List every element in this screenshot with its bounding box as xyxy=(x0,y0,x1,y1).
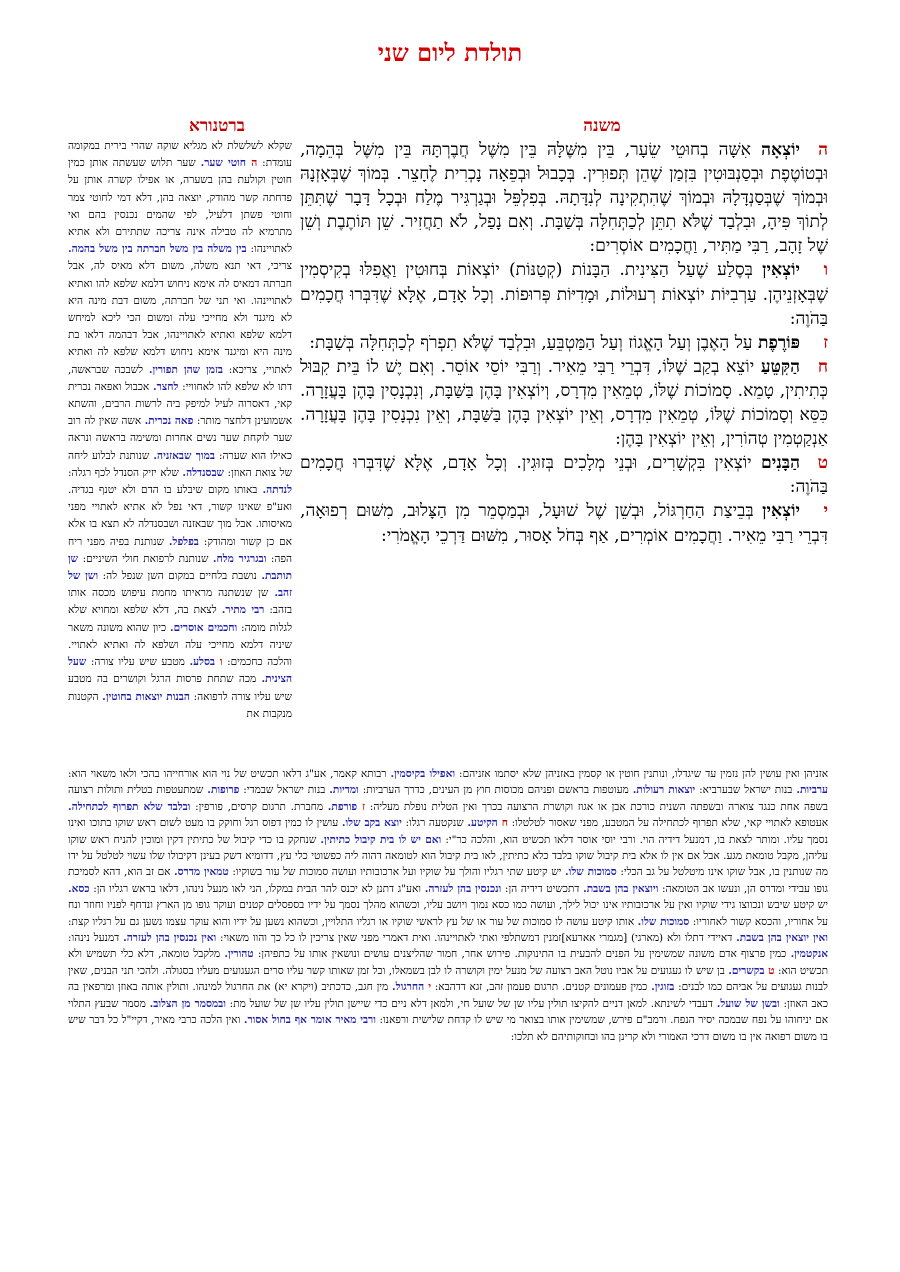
commentary-text: שנותנת לבלוע ליחה של צואת האוזן: xyxy=(68,449,293,479)
dibur-hamatchil: בין משלה בין משל חברתה בין משל בהמה. xyxy=(68,243,247,256)
dibur-hamatchil: ורבי מאיר אומר אף בחול אסור. xyxy=(243,1014,376,1027)
dibur-hamatchil: שן תותבת. xyxy=(68,552,292,583)
dibur-hamatchil: ובמסמר מן הצלוב. xyxy=(149,997,226,1010)
dibur-hamatchil: פורפת. xyxy=(327,800,358,813)
mishnah-body: בְּסֶלַע שֶׁעַל הַצִּינִית. הַבָּנוֹת (קְטַנּוֹת) יוֹצְאוֹת בְּחוּטִין וַאֲפִלּוּ בְקִיסְמִין שֶׁבְּאָזְנֵיהֶן. עַרְבִיּוֹת יוֹצְאוֹת רְעוּלוֹת, וּמָדִיּוֹת פְּרוּפוֹת. וְכָל אָדָם, אֶלָּא שֶׁדִּבְּרוּ חֲכָמִים בַּהֹוֶה: xyxy=(300,260,828,329)
mishnah-first-word: הַבָּנִים xyxy=(760,453,800,474)
mishnah-first-word: יוֹצְאִין xyxy=(762,260,800,281)
commentary-text: ואע"ג דתנן לא יכנס להר הבית במקלו, הני לאו מנעל נינהו, דלאו בראש רגליו הן: xyxy=(89,882,425,895)
page-title: תולדת ליום שני xyxy=(377,38,523,67)
commentary-text: מעוטפות בראשם ופניהם מכוסות חוץ מן העינים, כדרך הערביות: xyxy=(358,784,633,797)
mishnah-paragraph xyxy=(300,331,828,355)
dibur-hamatchil: פאה נכרית. xyxy=(144,415,194,428)
dibur-hamatchil: ובלבד שלא תפרוף לכתחילה. xyxy=(68,800,191,813)
commentary-text: דמנעל נינהו: xyxy=(68,932,124,945)
commentary-text: צריכי, דאי תנא משלה, משום דלא מאיס לה, אבל חברתה דמאיס לה אימא ניחוש דלמא שלפא להו ואתיא לאתויינהו. ואי תני של חברתה, משום דבת מינה היא לא מיגנד ולא מחייכי עלה ומשום הכי ליכא למיחש דלמא שלפא ואתיא לאתויינהו, אבל דבהמה דלאו בת מינה היא ומיגנד אימא ניחוש דלמא שלפא לה ואתיא לאתויי, צריכא: xyxy=(68,260,292,376)
bartenura-paragraph xyxy=(68,766,828,1045)
dibur-hamatchil: ושן של זהב. xyxy=(68,570,292,600)
dibur-hamatchil: ומדיות. xyxy=(329,784,359,797)
bartenura-bottom-text xyxy=(68,766,828,1045)
dibur-hamatchil: סמוכות שלו. xyxy=(637,915,690,928)
dibur-hamatchil: ואפילו בקיסמין. xyxy=(390,768,456,780)
mishnah-marker: ו xyxy=(214,656,223,669)
mishnah-body: בְּבֵיצַת הַחַרְגּוֹל, וּבְשֵׁן שֶׁל שׁוּעָל, וּבְמַסְמֵר מִן הַצָּלוּב, מִשּׁוּם רְפוּאָה, דִּבְרֵי רַבִּי מֵאִיר. וַחֲכָמִים אוֹמְרִים, אַף בְּחֹל אָסוּר, מִשּׁוּם דַּרְכֵי הָאֱמֹרִי: xyxy=(300,501,828,546)
mishnah-paragraph xyxy=(300,451,828,499)
mishnah-first-word: הַקִּטֵּעַ xyxy=(760,356,801,377)
commentary-text: שלא יזיק הסנדל לכף רגלה: xyxy=(68,466,183,479)
mishnah-first-word: יוֹצְאִין xyxy=(762,501,800,522)
commentary-text: שן שנשתנה מראיתו מחמת עיפוש מכסה אותו בזהב: xyxy=(68,587,293,617)
commentary-text: כמין פרצוף אדם משונה שמשימין על הפנים להבעית בו התינוקות. פירוש אחר, חמור שהליצנים עושים ונושאין אותו על כתפיהן: xyxy=(253,948,791,961)
mishnah-paragraph xyxy=(300,355,828,451)
mishnah-marker: ה xyxy=(245,157,258,170)
commentary-text: שנותנת לרפואת חולי השיניים: xyxy=(78,552,213,565)
commentary-text: מסמר שבעץ התלוי אם יניחוהו על נפח שבמכה יסיר הנפח. ורמב"ם פירש, שמשימין אותו בצואר מי שיש לו קדחת שלישית ורפאנו: xyxy=(68,997,828,1027)
commentary-text: נושבת בלחיים במקום השן שנפל לה: xyxy=(98,570,262,583)
commentary-text: יש קיטע שתי רגליו והולך על שוקיו ועל ארכובותיו ועושה סמוכות של עור בשוקיו: xyxy=(228,866,565,879)
dibur-hamatchil: ואין נכנסין בהן לעזרה. xyxy=(123,932,217,945)
mishnah-marker: ט xyxy=(764,964,775,977)
commentary-text: שנקטעה רגלו: xyxy=(401,817,468,830)
mishnah-body: יוֹצְאִין בִּקְשָׁרִים, וּבְנֵי מְלָכִים בְּזוּגִין. וְכָל אָדָם, אֶלָּא שֶׁדִּבְּרוּ חֲכָמִים בַּהֹוֶה: xyxy=(300,453,828,498)
dibur-hamatchil: בזוגין. xyxy=(651,981,675,994)
dibur-hamatchil: ויוצאין בהן בשבת. xyxy=(583,882,659,895)
dibur-hamatchil: ובגרגיר מלח. xyxy=(212,552,267,565)
commentary-text: אם זב הוא, דהא לסמיכת גופו עבידי ומדרס הן, ונעשו אב הטומאה: xyxy=(68,866,829,895)
commentary-text: מלקבל טומאה, דלא כלי תשמיש ולא תכשיט הוא: xyxy=(68,948,828,977)
commentary-text: אעטופא לאתויי קאי, שלא תפרוף לכתחילה על המטבע, מפני שאסור לטלטלו: xyxy=(507,817,829,830)
commentary-text: כיון שהוא משונה משאר שיניה דלמא מחייכי עלה ושלפא לה ואתיא לאתויי. והלכה כחכמים: xyxy=(68,621,292,669)
commentary-text: מטבע שיש עליו צורה: xyxy=(86,656,190,669)
dibur-hamatchil: לנדתה. xyxy=(262,484,292,497)
commentary-text: שקלא לשלשלת לא מגליא שוקה שהרי בירית במקומה עומדת: xyxy=(68,140,292,170)
mishnah-number: ח xyxy=(817,356,829,377)
dibur-hamatchil: שעל הצינית. xyxy=(68,656,292,686)
commentary-text: לצאת בה, דלא שלפא ומחויא שלא לגלות מומה: xyxy=(68,604,292,634)
dibur-hamatchil: טהורין. xyxy=(224,948,254,961)
dibur-hamatchil: בקשרים. xyxy=(728,964,765,977)
dibur-hamatchil: בפלפל. xyxy=(168,535,199,548)
bartenura-paragraph xyxy=(68,138,292,723)
commentary-text: שמתעטפות בטלית ותולות רצועה בשפה אחת כנגד צוארה ובשפתה השנית כורכת אבן או אגוז וקושרת הרצועה בכרך ואין הטלית נופלת מעליה: xyxy=(68,784,828,813)
dibur-hamatchil: הקיטע. xyxy=(467,817,498,830)
commentary-text: לשבכה שבראשה, דתו לא שלפא להו לאחוויי: xyxy=(68,363,293,393)
mishnah-marker: ח xyxy=(497,817,508,830)
dibur-hamatchil: טמאין מדרס. xyxy=(174,866,229,879)
mishnah-paragraph xyxy=(300,499,828,547)
commentary-text: כמין פעמונים קטנים. תרגום פעמון זהב, זגא דדהבא: xyxy=(430,981,652,994)
commentary-text: מין חגב, כדכתיב (ויקרא יא) את החרגול למינהו. ותולין אותה באוזן ומרפאין בה כאב האוזן: xyxy=(68,981,828,1010)
commentary-text: אכבול ואפאה נכרית קאי, דאסרוה לעיל למיפק ביה לרשות הרבים, והשתא אשמועינן דלחצר מותר: xyxy=(68,380,292,428)
dibur-hamatchil: בזמן שהן תפורין. xyxy=(148,363,223,376)
mishnah-paragraph xyxy=(300,138,828,258)
dibur-hamatchil: החרגול. xyxy=(392,981,425,994)
mishnah-number: ה xyxy=(818,140,828,160)
commentary-text: דתכשיט דידיה הן: xyxy=(501,882,584,895)
dibur-hamatchil: אנקטמין. xyxy=(790,948,828,961)
dibur-hamatchil: בסלע. xyxy=(189,656,215,669)
commentary-text: בנות ישראל שבמדי: xyxy=(239,784,330,797)
dibur-hamatchil: שבסנדלה. xyxy=(182,466,224,479)
mishnah-number: ז xyxy=(823,332,828,353)
commentary-text: באותו מקום שיבלע בו הדם ולא יטנף בגדיה. ואע"פ שאינו קשור, דאי נפל לא אתיא לאתויי מפני מאיסותו. אבל מוך שבאזנה ושבסנדלה לא תצא בו אלא אם כן קשור ומהודק: xyxy=(68,484,292,548)
mishnah-body: עַל הָאֶבֶן וְעַל הָאֱגוֹז וְעַל הַמַּטְבֵּעַ, וּבִלְבַד שֶׁלֹּא תִפְרֹף לְכַתְּחִלָּה בְּשַׁבָּת: xyxy=(309,332,753,353)
commentary-text: שנחקק בו כדי קיבול של כתיתין דקין ומוכין להניח ראש שוקו עליהן, מקבל טומאת מגע. אבל אם אין לו אלא בית קיבול שוקו בלבד כלא כתיתין, לאו בית קיבול הוא לטומאה דהוה ליה כפשוטי כלי עץ, דדומיא דשק בעינן דקיבולו שלו עשוי לטלטל על ידו מה שנותנין בו, אבל שוקו אינו מיטלטל על גב הכלי: xyxy=(68,833,828,879)
mishnah-marker: י xyxy=(424,981,431,994)
commentary-text: מכה שתחת פרסות הרגל וקושרים בה מטבע שיש עליו צורה לרפואה: xyxy=(68,673,292,703)
dibur-hamatchil: הבנות יוצאות בחוטין. xyxy=(102,690,190,703)
bartenura-column-label: ברטנורא xyxy=(189,116,245,136)
dibur-hamatchil: חוטי שער. xyxy=(200,157,246,170)
commentary-text: אותו קיטע עושה לו סמוכות של עור או של עץ לראשי שוקיו או רגליו התלויין, וכשהוא נשען על ידיו והוא עוקר עצמו נשען גם על רגליו קצת: xyxy=(68,915,638,928)
dibur-hamatchil: יוצאות רעולות. xyxy=(632,784,696,797)
commentary-text: בנות ישראל שבערביא: xyxy=(695,784,797,797)
mishnah-first-word: פּוֹרֶפֶת xyxy=(757,332,800,353)
mishnah-body: יוֹצֵא בְקַב שֶׁלּוֹ, דִּבְרֵי רַבִּי מֵאִיר. וְרַבִּי יוֹסֵי אוֹסֵר. וְאִם יֶשׁ לוֹ בֵּית קִבּוּל כְּתִיתִין, טָמֵא. סָמוֹכוֹת שֶׁלּוֹ, טְמֵאִין מִדְרָס, וְיוֹצְאִין בָּהֶן בַּשַּׁבָּת, וְנִכְנָסִין בָּהֶן בָּעֲזָרָה. כִּסֵּא וְסָמוֹכוֹת שֶׁלּוֹ, טְמֵאִין מִדְרָס, וְאֵין יוֹצְאִין בָּהֶן בַּשַּׁבָּת, וְאֵין נִכְנָסִין בָּהֶן בָּעֲזָרָה. אַנְקַטְמִין טְהוֹרִין, וְאֵין יוֹצְאִין בָּהֶן: xyxy=(300,356,828,450)
dibur-hamatchil: סמוכות שלו. xyxy=(565,866,617,879)
commentary-text: עושין לו כמין דפוס רגל וחוקק בו מעט לשום ראש שוקו בתוכו ואינו נסמך עליו. ומותר לצאת בו, דמנעל דידיה הוי. ורבי יוסי אוסר דלאו תכשיט הוא, והלכה כר"י: xyxy=(68,817,828,846)
commentary-text: אזניהן ואין עושין להן נזמין עד שיגדלו, ונותנין חוטין או קסמין באזניהן שלא יסתמו אזניהם: xyxy=(455,768,828,780)
commentary-text: דאיידי דתלו ולא (מארגי) [מגמרי אארעא]זמנין דמשתלפי ואתי לאתויינהו. ואית דאמרי מפני שאין צריכין לו כל כך והוו משאוי: xyxy=(216,932,737,945)
commentary-text: דעבדי לשינתא. למאן דניים להקיצו תולין עליו שן של שועל חי, ולמאן דלא ניים כדי שיישן תולין עליו שן של שועל מת: xyxy=(225,997,717,1010)
dibur-hamatchil: ובשן של שועל. xyxy=(716,997,780,1010)
dibur-hamatchil: במוך שבאזניה. xyxy=(153,449,215,462)
dibur-hamatchil: כסא. xyxy=(68,882,90,895)
dibur-hamatchil: יוצא בקב שלו. xyxy=(341,817,402,830)
mishnah-number: י xyxy=(823,501,828,522)
mishnah-number: ט xyxy=(817,453,828,474)
dibur-hamatchil: לחצר. xyxy=(152,380,179,393)
commentary-text: הקטנות מנקבות את xyxy=(68,690,292,720)
mishnah-text xyxy=(300,138,828,548)
dibur-hamatchil: ואין יוצאין בהן בשבת. xyxy=(736,932,828,945)
mishnah-column-label: משנה xyxy=(583,116,621,136)
commentary-text: יש קיטע שיבש ונכווצו גידי שוקיו ואין על ארכובותיו אינו יכול לילך, ועושה כמו כסא נמוך ויושב עליו, וכשהוא מהלך נסמך על ידיו בספסלים קטנים ועוקר גופו מן הארץ ונדחף לפניו וחוזר ונח על אחוריו, והכסא קשור לאחוריו: xyxy=(68,899,828,928)
dibur-hamatchil: ונכנסין בהן לעזרה. xyxy=(424,882,502,895)
mishnah-first-word: יוֹצְאָה xyxy=(761,140,800,160)
bartenura-side-text xyxy=(68,138,292,723)
mishnah-marker: ז xyxy=(357,800,366,813)
dibur-hamatchil: ואם יש לו בית קיבול כתיתין. xyxy=(320,833,442,846)
commentary-text: ואין הלכה כרבי מאיר, דקיי"ל כל דבר שיש בו משום רפואה אין בו משום דרכי האמורי ולא קרינן בהו ובחוקותיהם לא תלכו: xyxy=(68,1014,828,1043)
mishnah-paragraph xyxy=(300,258,828,330)
commentary-text: בן שיש לו געגועים על אביו נוטל האב רצועה של מנעל ימין וקושרה לו לבן בשמאלו, וכל זמן שאותו קשר עליו סרים הגעגועים מעליו בסגולה. ולהכי תני הבנים, שאין לבנות געגועים על אביהם כמו לבנים: xyxy=(68,964,828,994)
mishnah-number: ו xyxy=(823,260,828,281)
dibur-hamatchil: רבי מתיר. xyxy=(221,604,265,617)
commentary-text: רבותא קאמר, אע"ג דלאו תכשיט של נוי הוא אורחייהו בהכי ולאו משאוי הוא: xyxy=(68,768,391,780)
commentary-text: שנותנת בפיה מפני ריח הפה: xyxy=(68,535,292,565)
commentary-text: מחברת. תרגום קרסים, פורפין: xyxy=(190,800,328,813)
mishnah-body: אִשָּׁה בְחוּטֵי שֵׂעָר, בֵּין מִשֶּׁלָּהּ בֵּין מִשֶּׁל חֲבֶרְתָּהּ בֵּין מִשֶּׁל בְּהֵמָה, וּבְטוֹטֶפֶת וּבְסַנְבּוּטִין בִּזְמַן שֶׁהֵן תְּפוּרִין. בְּכָבוּל וּבְפֵאָה נָכְרִית לֶחָצֵר. בְּמוֹךְ שֶׁבְּאָזְנָהּ וּבְמוֹךְ שֶׁבְּסַנְדָּלָהּ וּבְמוֹךְ שֶׁהִתְקִינָה לְנִדָּתָהּ. בְּפִלְפֵּל וּבְגַרְגִּיר מֶלַח וּבְכָל דָּבָר שֶׁתִּתֵּן לְתוֹךְ פִּיהָ, וּבִלְבַד שֶׁלֹּא תִתֵּן לְכַתְּחִלָּה בְּשַׁבָּת. וְאִם נָפַל, לֹא תַחֲזִיר. שֵׁן תּוֹתֶבֶת וְשֵׁן שֶׁל זָהָב, רַבִּי מַתִּיר, וַחֲכָמִים אוֹסְרִים: xyxy=(300,140,828,257)
commentary-text: שער תלוש שעשתה אותן כמין חוטין וקולעת בהן בשערה, או אפילו קשרה אותן על פדחתה קשר מהודק, יוצאה בהן, דלא דמי לחוטי צמר וחוטי פשתן דלעיל, לפי שהמים נכנסין בהם ואי מתרמיא לה טבילה אינה צריכה שתתירם ולא אתיא לאתויינהו: xyxy=(68,157,293,256)
dibur-hamatchil: ערביות. xyxy=(796,784,828,797)
dibur-hamatchil: וחכמים אוסרים. xyxy=(169,621,238,634)
dibur-hamatchil: פרופות. xyxy=(207,784,240,797)
commentary-text: אשה שאין לה רוב שער לוקחת שער נשים אחרות ומשימה בראשה ונראה כאילו הוא שערה: xyxy=(68,415,293,462)
